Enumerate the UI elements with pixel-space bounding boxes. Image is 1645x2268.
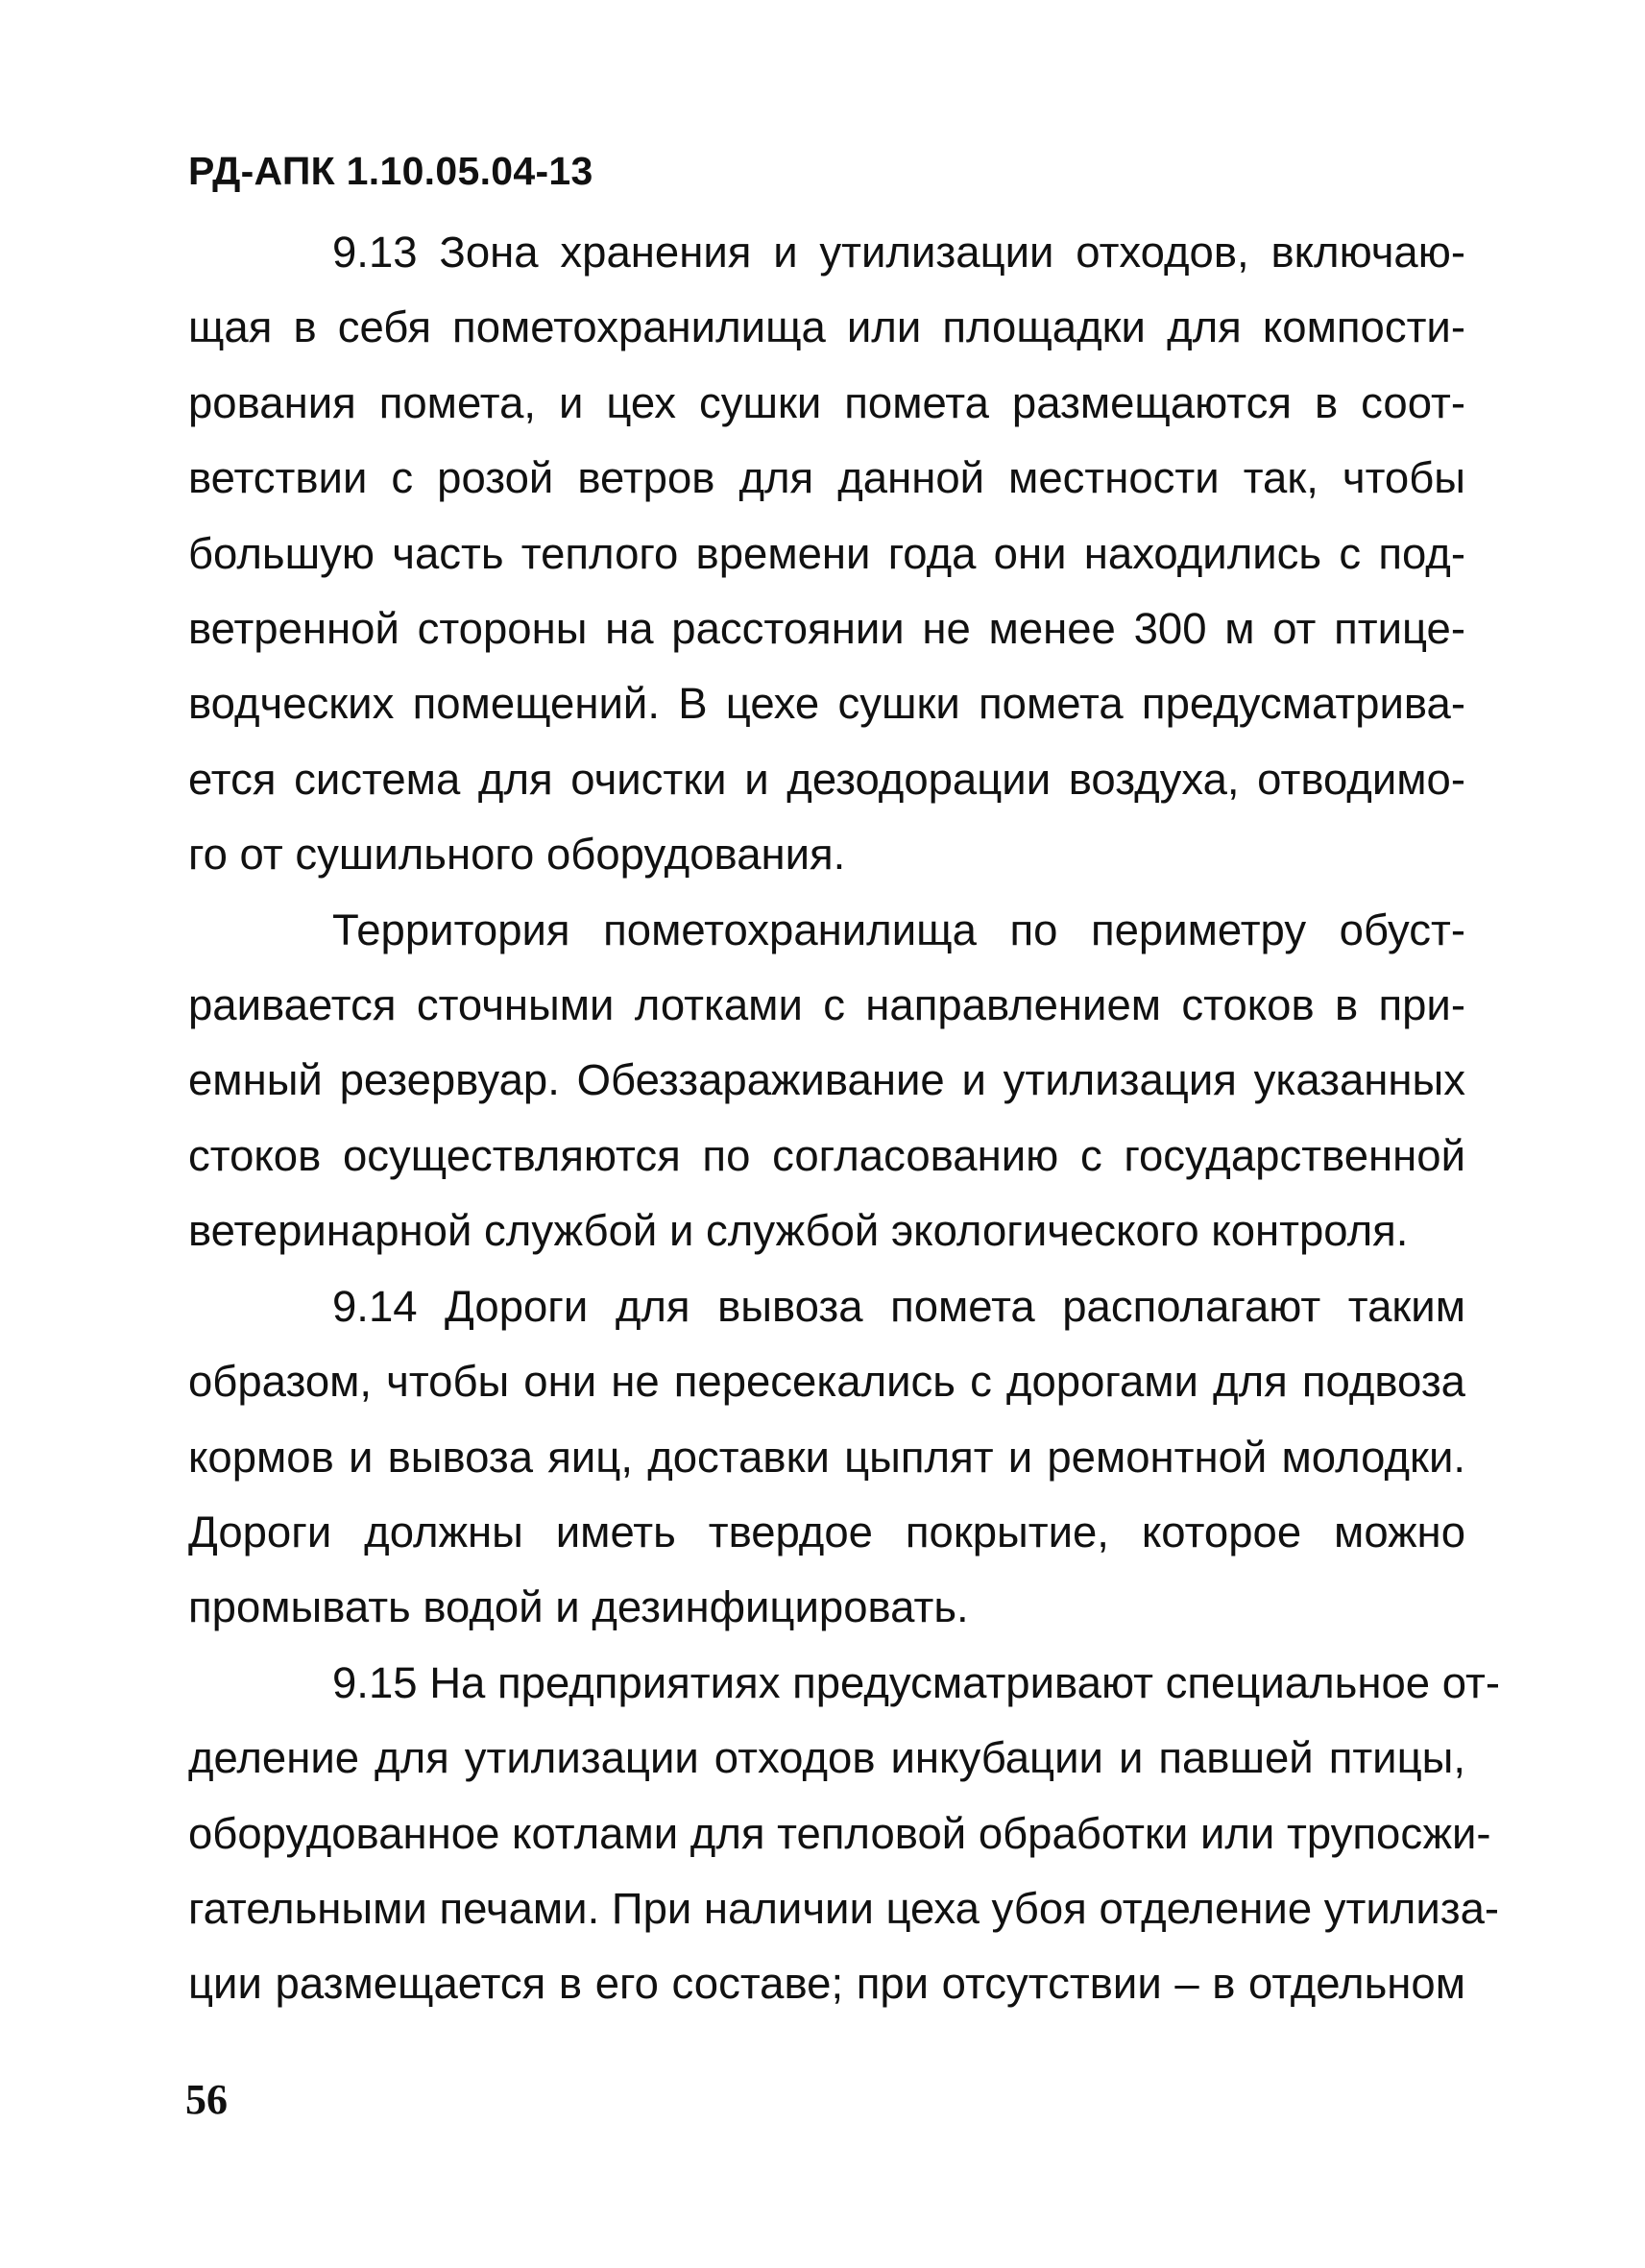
text-line: 9.13 Зона хранения и утилизации отходов, включаю-: [332, 228, 1465, 277]
text-line: оборудованное котлами для тепловой обработки или трупосжи-: [188, 1808, 1491, 1858]
paragraph-9-14: [188, 1269, 1465, 1646]
text-line: 9.14 Дороги для вывоза помета располагают таким: [332, 1281, 1465, 1331]
document-code-header: РД-АПК 1.10.05.04-13: [188, 149, 593, 193]
paragraph-9-13: [188, 215, 1465, 893]
page-number: 56: [185, 2076, 228, 2123]
text-line: ветеринарной службой и службой экологического контроля.: [188, 1206, 1409, 1256]
text-line: водческих помещений. В цехе сушки помета предусматрива-: [188, 679, 1465, 729]
text-line: 9.15 На предприятиях предусматривают специальное от-: [332, 1657, 1500, 1707]
text-line: ется система для очистки и дезодорации воздуха, отводимо-: [188, 754, 1465, 804]
text-line: емный резервуар. Обеззараживание и утилизация указанных: [188, 1055, 1465, 1105]
paragraph-9-15: [188, 1646, 1500, 2022]
text-line: ции размещается в его составе; при отсутствии – в отдельном: [188, 1959, 1465, 2009]
text-line: деление для утилизации отходов инкубации и павшей птицы,: [188, 1733, 1465, 1783]
text-line: ветствии с розой ветров для данной местности так, чтобы: [188, 453, 1465, 503]
text-line: ветренной стороны на расстоянии не менее 300 м от птице-: [188, 604, 1465, 654]
text-line: щая в себя пометохранилища или площадки для компости-: [188, 302, 1465, 352]
text-line: гательными печами. При наличии цеха убоя отделение утилиза-: [188, 1883, 1500, 1933]
text-line: большую часть теплого времени года они находились с под-: [188, 528, 1465, 578]
text-line: стоков осуществляются по согласованию с государственной: [188, 1130, 1465, 1180]
text-line: Территория пометохранилища по периметру обуст-: [332, 905, 1465, 954]
text-line: рования помета, и цех сушки помета размещаются в соот-: [188, 377, 1465, 427]
text-line: кормов и вывоза яиц, доставки цыплят и ремонтной молодки.: [188, 1432, 1465, 1482]
document-body: [188, 215, 1500, 2022]
paragraph-territory: [188, 893, 1465, 1269]
text-line: промывать водой и дезинфицировать.: [188, 1582, 969, 1632]
text-line: Дороги должны иметь твердое покрытие, которое можно: [188, 1507, 1465, 1556]
text-line: образом, чтобы они не пересекались с дорогами для подвоза: [188, 1357, 1465, 1407]
text-line: раивается сточными лотками с направлением стоков в при-: [188, 980, 1465, 1030]
text-line: го от сушильного оборудования.: [188, 830, 846, 880]
